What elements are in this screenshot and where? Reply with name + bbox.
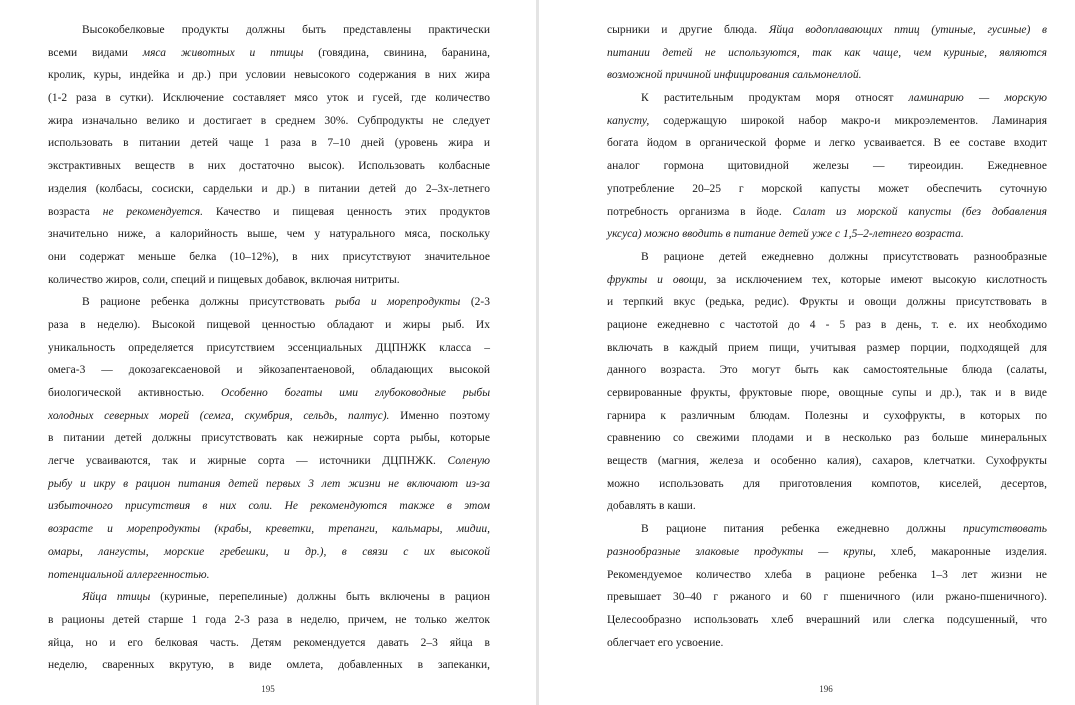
text-line bbox=[607, 42, 1047, 65]
text-line bbox=[48, 269, 490, 292]
italic-text-run: холодных северных морей (семга, скумбрия, сельдь, палтус). bbox=[48, 409, 390, 422]
text-line bbox=[607, 291, 1047, 314]
text-line bbox=[607, 564, 1047, 587]
text-run: хлеб, макаронные изделия. bbox=[875, 545, 1048, 558]
text-line bbox=[48, 450, 490, 473]
text-line bbox=[607, 201, 1047, 224]
text-line bbox=[48, 42, 490, 65]
text-line bbox=[48, 178, 490, 201]
text-line bbox=[48, 382, 490, 405]
text-run: веществ (магния, железа и особенно калия), сахаров, клетчатки. Сухофрукты bbox=[607, 455, 1047, 468]
text-run: К растительным продуктам моря относят bbox=[641, 92, 909, 105]
text-run: содержащую широкой набор макро-и микроэлементов. Ламинария bbox=[649, 114, 1047, 127]
italic-text-run: омары, лангусты, морские гребешки, и др.), в связи с их высокой bbox=[48, 545, 490, 558]
text-run: превышает 30–40 г ржаного и 60 г пшеничного (или ржано-пшеничного). bbox=[607, 591, 1047, 604]
italic-text-run: питании детей не используются, так как чаще, чем куриные, являются bbox=[607, 46, 1047, 59]
text-line bbox=[48, 291, 490, 314]
text-run: (куриные, перепелиные) должны быть включены в рацион bbox=[150, 591, 491, 604]
italic-text-run: фрукты и овощи, bbox=[607, 273, 707, 286]
text-line bbox=[48, 246, 490, 269]
text-line bbox=[607, 337, 1047, 360]
text-line bbox=[48, 495, 490, 518]
text-line bbox=[48, 564, 490, 587]
text-line bbox=[48, 223, 490, 246]
text-line bbox=[48, 201, 490, 224]
text-line bbox=[607, 541, 1047, 564]
text-run: сырники и другие блюда. bbox=[607, 24, 769, 36]
text-run: включать в каждый прием пищи, учитывая размер порции, подходящей для bbox=[607, 341, 1047, 354]
left-page-number: 195 bbox=[261, 684, 275, 694]
text-run: В рационе питания ребенка ежедневно должны bbox=[641, 523, 964, 536]
text-run: кролик, куры, индейка и др.) при условии невысокого содержания в них жира bbox=[48, 69, 490, 82]
text-line bbox=[607, 19, 1047, 42]
text-run: яйца, но и его белковая часть. Детям рекомендуется давать 2–3 яйца в bbox=[48, 636, 490, 649]
text-line bbox=[607, 223, 1047, 246]
text-line bbox=[607, 87, 1047, 110]
text-line bbox=[48, 359, 490, 382]
text-run: богата йодом в органической форме и легко усваивается. В ее составе входит bbox=[607, 137, 1047, 150]
text-line bbox=[48, 405, 490, 428]
right-page bbox=[539, 0, 1075, 705]
text-line bbox=[48, 541, 490, 564]
text-run: добавлять в каши. bbox=[607, 500, 696, 513]
italic-text-run: избыточного присутствия в них соли. Не рекомендуются также в этом bbox=[48, 500, 490, 513]
text-run: экстрактивных веществ в них достаточно высок). Использовать колбасные bbox=[48, 160, 490, 173]
text-line bbox=[48, 473, 490, 496]
text-run: в рационы детей старше 1 года 2-3 раза в неделю, причем, не только желток bbox=[48, 613, 490, 626]
text-line bbox=[607, 110, 1047, 133]
text-run: можно использовать для приготовления компотов, киселей, десертов, bbox=[607, 477, 1047, 490]
text-run: облегчает его усвоение. bbox=[607, 636, 724, 649]
text-run: жира изначально велико и достигает в среднем 30%. Субпродукты не следует bbox=[48, 114, 490, 127]
text-line bbox=[48, 632, 490, 655]
text-line bbox=[607, 473, 1047, 496]
text-run: Целесообразно использовать хлеб вчерашний или слегка подсушенный, что bbox=[607, 613, 1047, 626]
text-run: неделю, сваренных вкрутую, в виде омлета, добавленных в запеканки, bbox=[48, 659, 490, 672]
text-line bbox=[607, 495, 1047, 518]
text-run: омега-3 — докозагексаеновой и эйкозапентаеновой, обладающих высокой bbox=[48, 364, 490, 377]
italic-text-run: Яйца водоплавающих птиц (утиные, гусиные) в bbox=[768, 24, 1047, 36]
italic-text-run: Яйца птицы bbox=[82, 591, 151, 604]
right-page-text bbox=[607, 19, 1047, 654]
text-line bbox=[607, 314, 1047, 337]
italic-text-run: ламинарию — морскую bbox=[908, 92, 1047, 105]
text-line bbox=[48, 586, 490, 609]
text-line bbox=[48, 427, 490, 450]
text-line bbox=[48, 518, 490, 541]
text-run: Качество и пищевая ценность этих продуктов bbox=[203, 205, 491, 218]
italic-text-run: мяса животных и птицы bbox=[142, 46, 304, 59]
text-run: потребность организма в йоде. bbox=[607, 205, 793, 218]
italic-text-run: Соленую bbox=[447, 455, 490, 468]
text-run: легче усваиваются, так и жирные сорта — источники ДЦПНЖК. bbox=[48, 455, 448, 468]
text-run: употребление 20–25 г морской капусты может обеспечить суточную bbox=[607, 182, 1047, 195]
text-line bbox=[607, 155, 1047, 178]
text-run: количество жиров, соли, специй и пищевых добавок, включая нитриты. bbox=[48, 273, 400, 286]
text-line bbox=[607, 359, 1047, 382]
text-line bbox=[607, 132, 1047, 155]
italic-text-run: рыба и морепродукты bbox=[335, 296, 461, 309]
text-run: рационе ежедневно с частотой до 4 - 5 раз в день, т. е. их необходимо bbox=[607, 318, 1047, 331]
text-run: сервированные фрукты, фруктовые пюре, овощные супы и др.), так и в виде bbox=[607, 387, 1047, 399]
text-line bbox=[48, 337, 490, 360]
text-run: данного возраста. Это могут быть как самостоятельные блюда (салаты, bbox=[607, 364, 1047, 377]
text-run: и терпкий вкус (редька, редис). Фрукты и овощи должны присутствовать в bbox=[607, 296, 1047, 309]
text-run: они содержат меньше белка (10–12%), в них присутствуют значительное bbox=[48, 250, 490, 263]
text-line bbox=[48, 132, 490, 155]
text-line bbox=[48, 64, 490, 87]
text-run: Высокобелковые продукты должны быть представлены практически bbox=[82, 24, 490, 36]
italic-text-run: разнообразные злаковые продукты — крупы, bbox=[607, 545, 876, 558]
text-line bbox=[607, 405, 1047, 428]
text-run: биологической активностью. bbox=[48, 387, 221, 399]
text-line bbox=[48, 609, 490, 632]
text-run: гарнира к различным блюдам. Полезны и сухофрукты, в которых по bbox=[607, 409, 1047, 422]
text-line bbox=[607, 450, 1047, 473]
text-line bbox=[607, 518, 1047, 541]
right-page-number: 196 bbox=[819, 684, 833, 694]
text-run: всеми видами bbox=[48, 46, 143, 59]
text-line bbox=[48, 654, 490, 677]
text-run: (говядина, свинина, баранина, bbox=[303, 46, 490, 59]
italic-text-run: потенциальной аллергенностью. bbox=[48, 568, 210, 581]
text-run: Именно поэтому bbox=[389, 409, 490, 422]
italic-text-run: рыбу и икру в рацион питания детей первых 3 лет жизни не включают из-за bbox=[48, 477, 490, 490]
text-line bbox=[607, 382, 1047, 405]
italic-text-run: возрасте и морепродукты (крабы, креветки, трепанги, кальмары, мидии, bbox=[48, 523, 490, 536]
italic-text-run: возможной причиной инфицирования сальмонеллой. bbox=[607, 69, 862, 82]
italic-text-run: уксуса) можно вводить в питание детей уже с 1,5–2-летнего возраста. bbox=[607, 228, 964, 241]
text-run: (2-3 bbox=[460, 296, 490, 309]
left-page bbox=[0, 0, 536, 705]
text-line bbox=[607, 632, 1047, 655]
text-run: в питании детей должны присутствовать как нежирные сорта рыбы, которые bbox=[48, 432, 490, 445]
text-run: аналог гормона щитовидной железы — тиреоидин. Ежедневное bbox=[607, 160, 1047, 173]
text-line bbox=[607, 178, 1047, 201]
text-line bbox=[607, 609, 1047, 632]
text-line bbox=[607, 64, 1047, 87]
text-run: сравнению со свежими плодами и в несколько раз больше минеральных bbox=[607, 432, 1047, 445]
italic-text-run: не рекомендуется. bbox=[102, 205, 203, 218]
text-run: возраста bbox=[48, 205, 103, 218]
text-line bbox=[607, 269, 1047, 292]
left-page-text bbox=[48, 19, 490, 677]
text-line bbox=[48, 314, 490, 337]
text-run: значительно ниже, а калорийность выше, чем у натурального мяса, поскольку bbox=[48, 228, 490, 241]
italic-text-run: присутствовать bbox=[963, 523, 1047, 536]
text-run: раза в неделю). Высокой пищевой ценностью обладают и жиры рыб. Их bbox=[48, 318, 490, 331]
text-line bbox=[48, 155, 490, 178]
italic-text-run: Особенно богаты ими глубоководные рыбы bbox=[221, 387, 490, 399]
text-line bbox=[607, 586, 1047, 609]
italic-text-run: Салат из морской капусты (без добавления bbox=[792, 205, 1047, 218]
text-line bbox=[607, 427, 1047, 450]
text-run: использовать в питании детей чаще 1 раза в 7–10 дней (уровень жира и bbox=[48, 137, 490, 150]
text-line bbox=[48, 87, 490, 110]
italic-text-run: капусту, bbox=[607, 114, 650, 127]
text-run: за исключением тех, которые имеют высокую кислотность bbox=[706, 273, 1047, 286]
text-run: изделия (колбасы, сосиски, сардельки и др.) в питании детей до 2–3х-летнего bbox=[48, 182, 490, 195]
text-run: Рекомендуемое количество хлеба в рационе ребенка 1–3 лет жизни не bbox=[607, 568, 1047, 581]
text-run: (1-2 раза в сутки). Исключение составляет мясо уток и гусей, где количество bbox=[48, 92, 490, 105]
text-line bbox=[48, 110, 490, 133]
text-run: В рационе детей ежедневно должны присутствовать разнообразные bbox=[641, 250, 1047, 263]
text-line bbox=[607, 246, 1047, 269]
text-line bbox=[48, 19, 490, 42]
text-run: В рационе ребенка должны присутствовать bbox=[82, 296, 336, 309]
text-run: уникальность определяется присутствием эссенциальных ДЦПНЖК класса – bbox=[48, 341, 490, 354]
